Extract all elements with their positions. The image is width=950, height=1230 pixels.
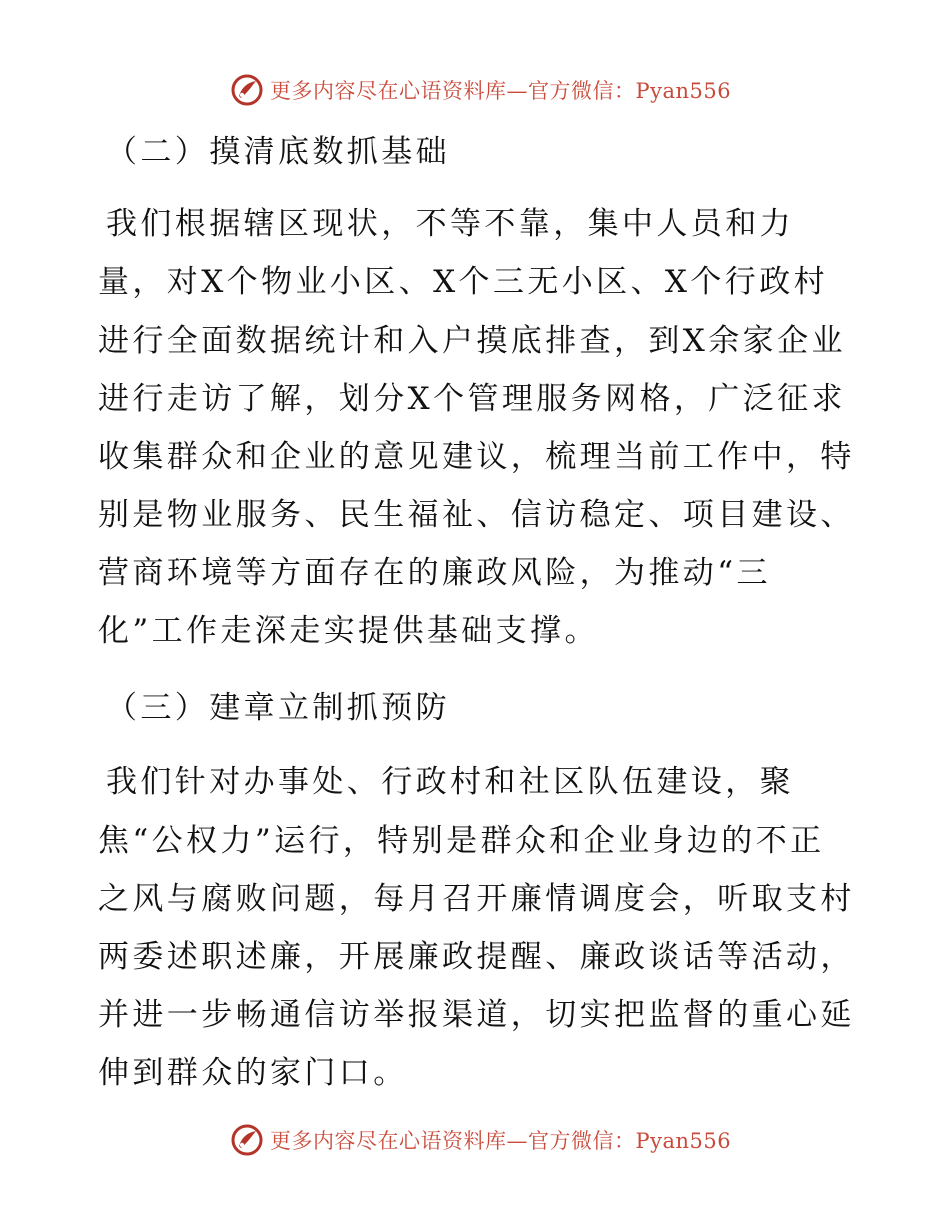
paragraph-line: 化”工作走深走实提供基础支撑。	[98, 613, 599, 649]
paragraph-line: 量，对X个物业小区、X个三无小区、X个行政村	[98, 264, 829, 300]
logo-icon	[230, 1123, 264, 1157]
paragraph-line: 进行走访了解，划分X个管理服务网格，广泛征求	[98, 381, 846, 417]
paragraph-line: 两委述职述廉，开展廉政提醒、廉政谈话等活动，	[98, 939, 855, 975]
paragraph-line: 并进一步畅通信访举报渠道，切实把监督的重心延	[98, 997, 855, 1033]
paragraph-line: 焦“公权力”运行，特别是群众和企业身边的不正	[98, 823, 825, 859]
paragraph-line: 收集群众和企业的意见建议，梳理当前工作中，特	[98, 439, 855, 475]
watermark-wechat-label: 官方微信：	[528, 79, 636, 103]
watermark-brand: 更多内容尽在心语资料库	[270, 1129, 507, 1153]
paragraph-line: 别是物业服务、民生福祉、信访稳定、项目建设、	[98, 497, 855, 533]
watermark-brand: 更多内容尽在心语资料库	[270, 79, 507, 103]
watermark-wechat-id: Pyan556	[635, 1129, 732, 1153]
paragraph-line: 我们根据辖区现状，不等不靠，集中人员和力	[106, 206, 794, 242]
paragraph-line: 进行全面数据统计和入户摸底排查，到X余家企业	[98, 323, 846, 359]
watermark-wechat-label: 官方微信：	[528, 1129, 636, 1153]
watermark-separator: —	[506, 79, 528, 103]
watermark-wechat-id: Pyan556	[635, 79, 732, 103]
watermark-separator: —	[506, 1129, 528, 1153]
section-heading: （三）建章立制抓预防	[106, 690, 450, 726]
paragraph-line: 营商环境等方面存在的廉政风险，为推动“三	[98, 555, 771, 591]
footer-watermark-banner	[230, 1120, 731, 1160]
logo-icon	[230, 73, 264, 107]
watermark-text	[270, 1125, 731, 1155]
section-heading: （二）摸清底数抓基础	[106, 134, 450, 170]
watermark-text	[270, 75, 731, 105]
paragraph-line: 伸到群众的家门口。	[98, 1055, 408, 1091]
header-watermark-banner	[230, 70, 731, 110]
paragraph-line: 之风与腐败问题，每月召开廉情调度会，听取支村	[98, 881, 855, 917]
paragraph-line: 我们针对办事处、行政村和社区队伍建设，聚	[106, 764, 794, 800]
